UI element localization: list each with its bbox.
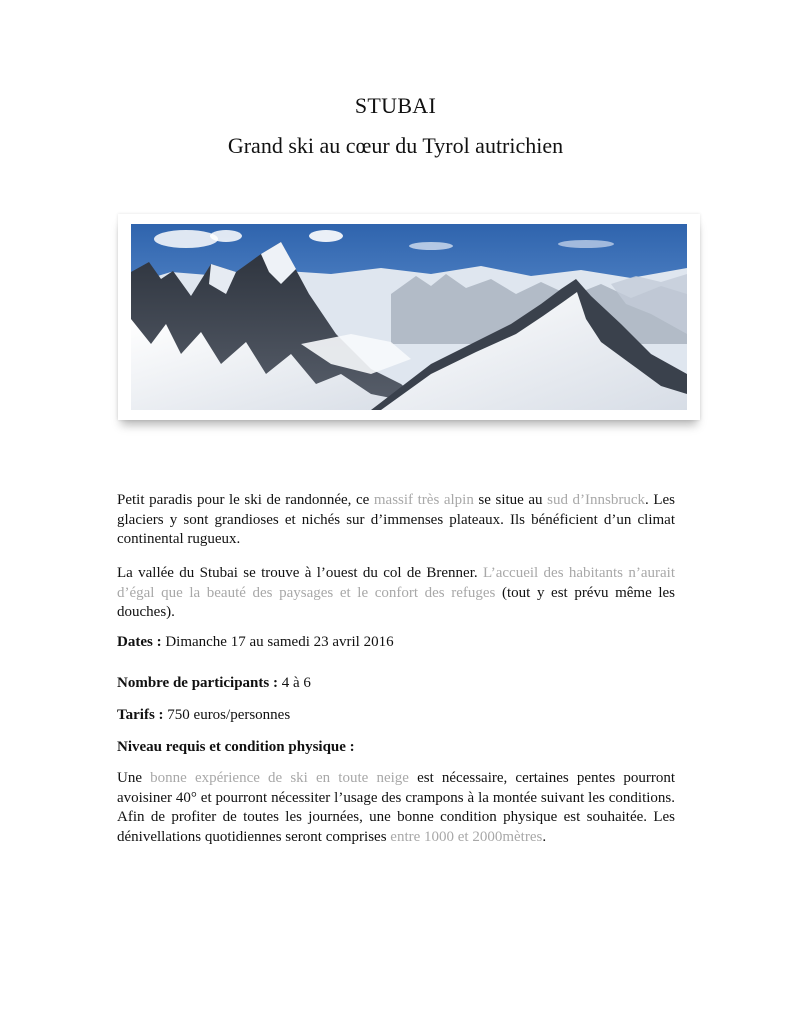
- cloud: [154, 230, 218, 248]
- elevation-highlight: entre 1000 et 2000mètres: [390, 828, 543, 845]
- cloud: [558, 240, 614, 248]
- welcome-highlight: L’accueil des habitants n’aurait d’égal que la beauté des paysages et le confort des refuges: [117, 565, 675, 601]
- participants-label: Nombre de participants :: [117, 675, 278, 691]
- cloud: [409, 242, 453, 250]
- level-text: est nécessaire, certaines pentes pourront avoisiner 40° et pourront nécessiter l’usage des crampons à la montée suivant les conditions. Afin de profiter de toutes les journées, une bonne condition physique est souhaitée. Les dénivellations quotidiennes seront comprises: [117, 770, 675, 845]
- innsbruck-highlight: sud d’Innsbruck: [547, 492, 645, 508]
- mountain-panorama-photo: [118, 214, 700, 420]
- tarifs-value: 750 euros/personnes: [163, 707, 291, 723]
- participants-line: [117, 674, 675, 694]
- experience-highlight: bonne expérience de ski en toute neige: [150, 770, 409, 786]
- massif-highlight: massif très alpin: [373, 492, 474, 508]
- intro-text: Petit paradis pour le ski de randonnée, ce: [117, 492, 374, 508]
- intro-paragraph: [117, 491, 675, 550]
- level-heading: [117, 738, 675, 758]
- mountain-panorama-image: [131, 224, 687, 410]
- level-paragraph: [117, 769, 675, 847]
- dates-value: Dimanche 17 au samedi 23 avril 2016: [161, 634, 394, 650]
- tarifs-line: [117, 706, 675, 726]
- dates-line: [117, 633, 675, 653]
- level-text: Une: [117, 770, 151, 786]
- page-subtitle: Grand ski au cœur du Tyrol autrichien: [227, 133, 564, 158]
- page-title: STUBAI: [354, 93, 437, 118]
- valley-text: La vallée du Stubai se trouve à l’ouest du col de Brenner.: [117, 565, 483, 581]
- level-text: .: [542, 828, 547, 845]
- valley-paragraph: [117, 564, 675, 623]
- intro-text: . Les glaciers y sont grandioses et nichés sur d’immenses plateaux. Ils bénéficient d’un climat continental rugueux.: [117, 492, 675, 547]
- cloud: [210, 230, 242, 242]
- dates-label: Dates :: [117, 634, 162, 650]
- cloud: [309, 230, 343, 242]
- tarifs-label: Tarifs :: [117, 707, 164, 723]
- participants-value: 4 à 6: [277, 675, 311, 691]
- level-label: Niveau requis et condition physique :: [117, 739, 355, 755]
- intro-text: se situe au: [473, 492, 548, 508]
- valley-text: (tout y est prévu même les douches).: [117, 584, 675, 620]
